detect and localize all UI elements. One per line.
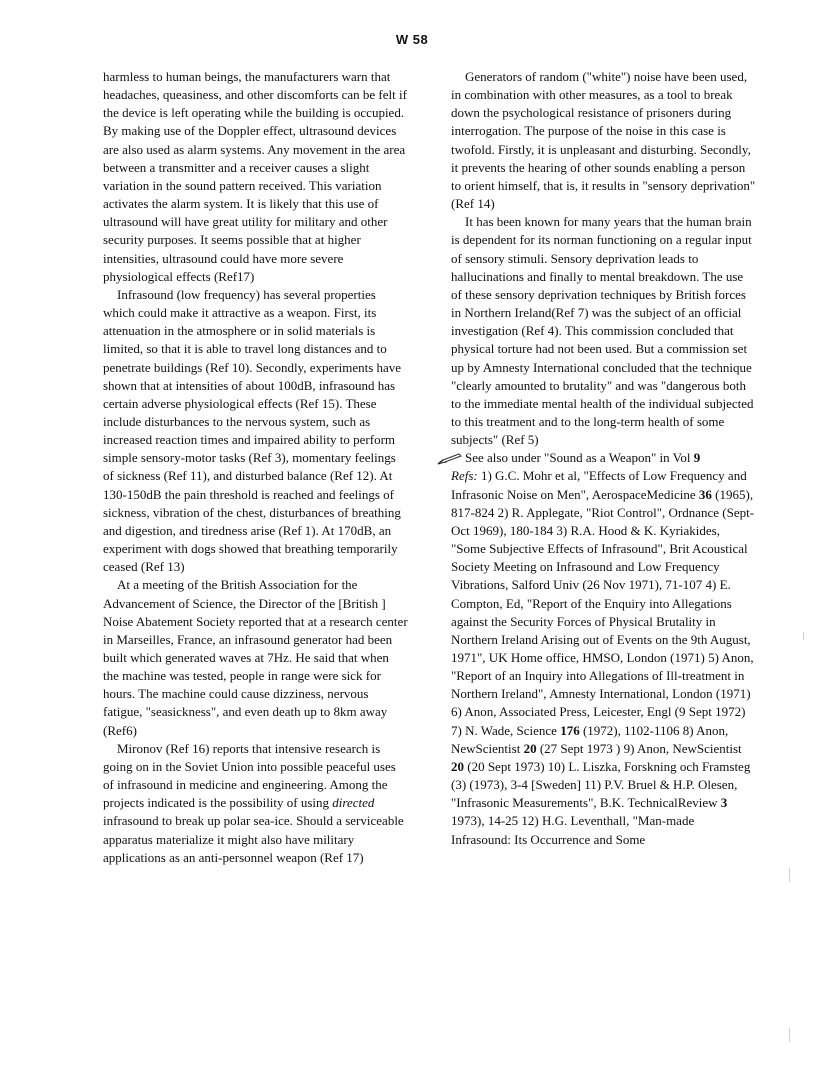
left-column bbox=[103, 68, 408, 867]
ref-volume-7: 176 bbox=[560, 722, 580, 738]
margin-mark-1 bbox=[803, 632, 804, 640]
see-also-note bbox=[451, 449, 756, 467]
see-also-volume: 9 bbox=[693, 450, 701, 466]
ref-volume-8: 20 bbox=[523, 740, 537, 756]
left-paragraph-3: At a meeting of the British Association for the Advancement of Science, the Director of the [British ] Noise Abatement Society reported that at a research center in Marseilles, France, an infrasound generator had been built which generated waves at 7Hz. He said that when the machine was tested, people in range were sick for hours. The machine could cause dizziness, nervous fatigue, "seasickness", and even death up to 8km away (Ref6) bbox=[103, 577, 408, 738]
margin-mark-2 bbox=[789, 868, 790, 882]
left-paragraph-1: harmless to human beings, the manufacturers warn that headaches, queasiness, and other discomforts can be felt if the device is left operating while the building is occupied. By making use of the Doppler effect, ultrasound devices are also used as alarm systems. Any movement in the area between a transmitter and a receiver causes a slight variation in the sound pattern received. This variation activates the alarm system. It is likely that this use of ultrasound will have great utility for military and other security purposes. It seems possible that at higher intensities, ultrasound could have more severe physiological effects (Ref17) bbox=[103, 69, 407, 284]
emphasis-directed: directed bbox=[332, 795, 375, 811]
pen-icon bbox=[437, 453, 463, 465]
right-paragraph-2: It has been known for many years that the human brain is dependent for its norman functioning on a regular input of sensory stimuli. Sensory deprivation leads to hallucinations and finally to mental breakdown. The use of these sensory deprivation techniques by British forces in Northern Ireland(Ref 7) was the subject of an official investigation (Ref 4). This commission concluded that physical torture had not been used. But a commission set up by Amnesty International concluded that the technique "clearly amounted to brutality" and was "dangerous both to the immediate mental health of the individual subjected to this treatment and to the long-term health of some subjects" (Ref 5) bbox=[451, 214, 754, 448]
ref-text-2: (1965), 817-824 2) R. Applegate, "Riot Control", Ordnance (Sept-Oct 1969), 180-184 3) R.A. Hood & K. Kyriakides, "Some Subjective Effects of Infrasound", Brit Acoustical Society Meeting on Infrasound and Low Frequency Vibrations, Salford Univ (26 Nov 1971), 71-107 4) E. Compton, Ed, "Report of the Enquiry into Allegations against the Security Forces of Physical Brutality in Northern Ireland Arising out of Events on the 9th August, 1971", UK Home office, HMSO, London (1971) 5) Anon, "Report of an Inquiry into Allegations of Ill-treatment in Northern Ireland", Amnesty International, London (1971) 6) Anon, Associated Press, Leicester, Engl (9 Sept 1972) 7) N. Wade, Science bbox=[451, 486, 755, 738]
left-paragraph-2: Infrasound (low frequency) has several properties which could make it attractive as a weapon. First, its attenuation in the atmosphere or in solid materials is limited, so that it is able to travel long distances and to penetrate buildings (Ref 10). Secondly, experiments have shown that at intensities of about 100dB, infrasound has certain adverse physiological effects (Ref 15). These include disturbances to the nervous system, such as increased reaction times and impaired ability to perform simple sensory-motor tasks (Ref 3), momentary feelings of sickness (Ref 11), and disturbed balance (Ref 12). At 130-150dB the pain threshold is reached and feelings of sickness, vibration of the chest, disturbances of breathing and digestion, and tiredness arise (Ref 1). At 170dB, an experiment with dogs showed that breathing temporarily ceased (Ref 13) bbox=[103, 286, 402, 575]
left-paragraph-4-start: Mironov (Ref 16) reports that intensive research is going on in the Soviet Union into possible peaceful uses of infrasound in medicine and engineering. Among the projects indicated is the possibility of using bbox=[103, 740, 396, 811]
margin-mark-3 bbox=[789, 1028, 790, 1042]
ref-text-11: 1973), 14-25 12) H.G. Leventhall, "Man-made Infrasound: Its Occurrence and Some bbox=[451, 813, 695, 847]
ref-text-9: (20 Sept 1973) 10) L. Liszka, Forskning och Framsteg (3) (1973), 3-4 [Sweden] 11) P.V. Bruel & H.P. Olesen, "Infrasonic Measurements", B.K. TechnicalReview bbox=[451, 758, 751, 811]
references bbox=[451, 467, 756, 848]
ref-volume-11: 3 bbox=[720, 795, 728, 811]
ref-volume-1: 36 bbox=[698, 486, 712, 502]
see-also-text: See also under "Sound as a Weapon" in Vol bbox=[465, 450, 694, 466]
left-paragraph-4-end: infrasound to break up polar sea-ice. Should a serviceable apparatus materialize it might also have military applications as an anti-personnel weapon (Ref 17) bbox=[103, 813, 404, 865]
right-paragraph-1: Generators of random ("white") noise have been used, in combination with other measures, as a tool to break down the psychological resistance of prisoners during interrogation. The purpose of the noise in this case is twofold. Firstly, it is unpleasant and disturbing. Secondly, it prevents the hearing of other sounds enabling a person to orient himself, that is, it results in "sensory deprivation" (Ref 14) bbox=[451, 69, 756, 212]
ref-volume-9: 20 bbox=[451, 758, 464, 774]
ref-text-8: (27 Sept 1973 ) 9) Anon, NewScientist bbox=[536, 740, 742, 756]
page-number: W 58 bbox=[395, 32, 429, 47]
ref-text-7: (1972), 1102-1106 8) Anon, NewScientist bbox=[451, 722, 729, 756]
left-paragraph-4 bbox=[103, 740, 408, 867]
ref-text-1: 1) G.C. Mohr et al, "Effects of Low Frequency and Infrasonic Noise on Men", AerospaceMedicine bbox=[451, 468, 747, 502]
right-column bbox=[451, 68, 756, 849]
refs-label: Refs: bbox=[451, 468, 478, 484]
